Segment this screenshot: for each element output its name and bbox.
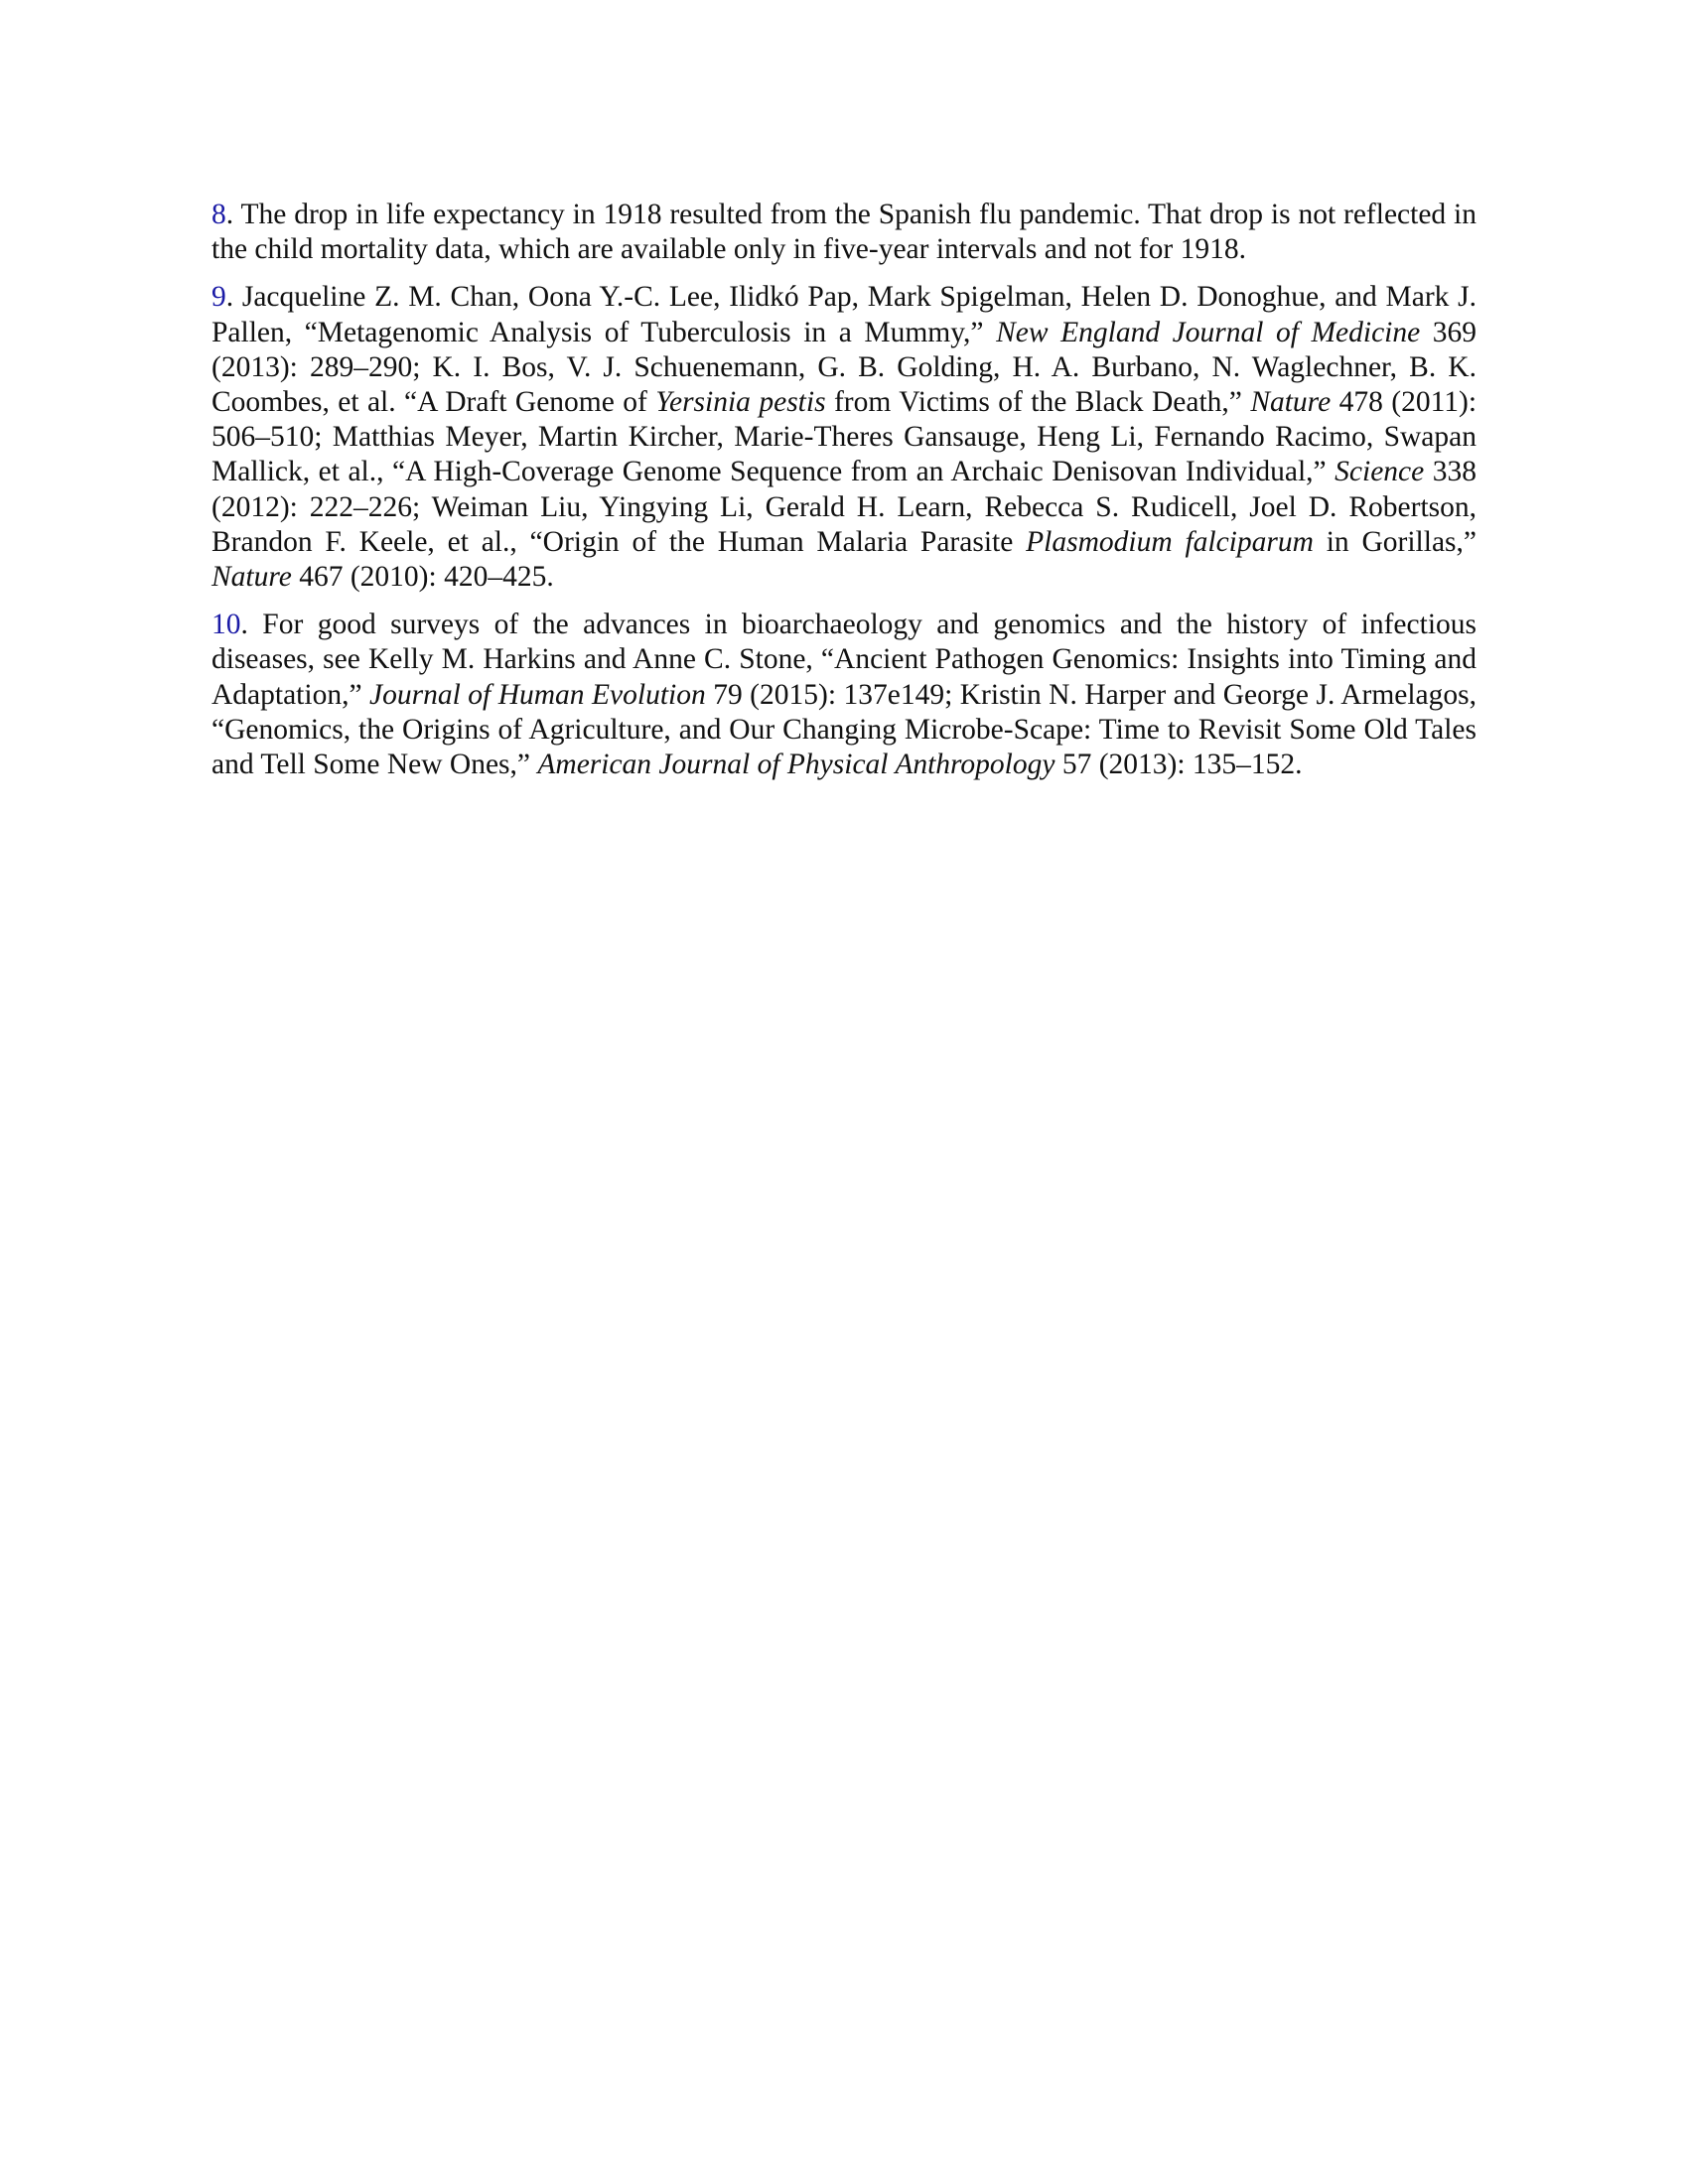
endnote-10-number-link[interactable]: 10: [211, 609, 241, 641]
endnote-9-journal-title: New England Journal of Medicine: [996, 316, 1421, 348]
endnote-9-journal-title: Nature: [211, 561, 292, 594]
endnotes-page: [211, 198, 1477, 795]
endnote-9-species-name: Yersinia pestis: [655, 386, 826, 419]
endnote-8-text: . The drop in life expectancy in 1918 resulted from the Spanish flu pandemic. That drop is not reflected in the child mortality data, which are available only in five-year intervals and not for 1918.: [211, 199, 1477, 266]
endnote-9-text: from Victims of the Black Death,”: [825, 386, 1251, 419]
endnote-10-journal-title: Journal of Human Evolution: [369, 678, 706, 711]
endnote-8: [211, 198, 1477, 267]
endnote-9-text: . Jacqueline Z. M. Chan, Oona Y.-C. Lee, Ilidkó Pap, Mark Spigelman, Helen D. Donoghue, and Mark J. Pallen, “Metagenomic Analysis of Tuberculosis in a Mummy,”: [211, 281, 1477, 348]
endnote-9: [211, 280, 1477, 595]
endnote-10-text: 79 (2015): 137e149; Kristin N. Harper and George J. Armelagos, “Genomics, the Origins of Agriculture, and Our Changing Microbe-Scape: Time to Revisit Some Old Tales and Tell Some New Ones,”: [211, 678, 1477, 781]
endnote-9-text: 338 (2012): 222–226; Weiman Liu, Yingying Li, Gerald H. Learn, Rebecca S. Rudicell, Joel D. Robertson, Brandon F. Keele, et al., “Origin of the Human Malaria Parasite: [211, 456, 1477, 558]
endnote-10-text: 57 (2013): 135–152.: [1055, 749, 1303, 781]
endnote-9-text: 369 (2013): 289–290; K. I. Bos, V. J. Schuenemann, G. B. Golding, H. A. Burbano, N. Waglechner, B. K. Coombes, et al. “A Draft Genome of: [211, 316, 1477, 419]
endnote-9-text: in Gorillas,”: [1313, 525, 1477, 558]
endnote-10-text: . For good surveys of the advances in bioarchaeology and genomics and the history of infectious diseases, see Kelly M. Harkins and Anne C. Stone, “Ancient Pathogen Genomics: Insights into Timing and Adaptation,”: [211, 609, 1477, 711]
endnote-10-journal-title: American Journal of Physical Anthropology: [537, 749, 1055, 781]
endnote-9-journal-title: Science: [1335, 456, 1425, 488]
endnote-10: [211, 608, 1477, 782]
endnote-9-journal-title: Nature: [1250, 386, 1332, 419]
endnote-8-number-link[interactable]: 8: [211, 199, 226, 230]
endnote-9-number-link[interactable]: 9: [211, 281, 226, 314]
endnote-9-text: 478 (2011): 506–510; Matthias Meyer, Martin Kircher, Marie-Theres Gansauge, Heng Li, Fernando Racimo, Swapan Mallick, et al., “A High-Coverage Genome Sequence from an Archaic Denisovan Individual,”: [211, 386, 1477, 488]
endnote-9-text: 467 (2010): 420–425.: [291, 561, 554, 594]
endnote-9-species-name: Plasmodium falciparum: [1026, 525, 1314, 558]
